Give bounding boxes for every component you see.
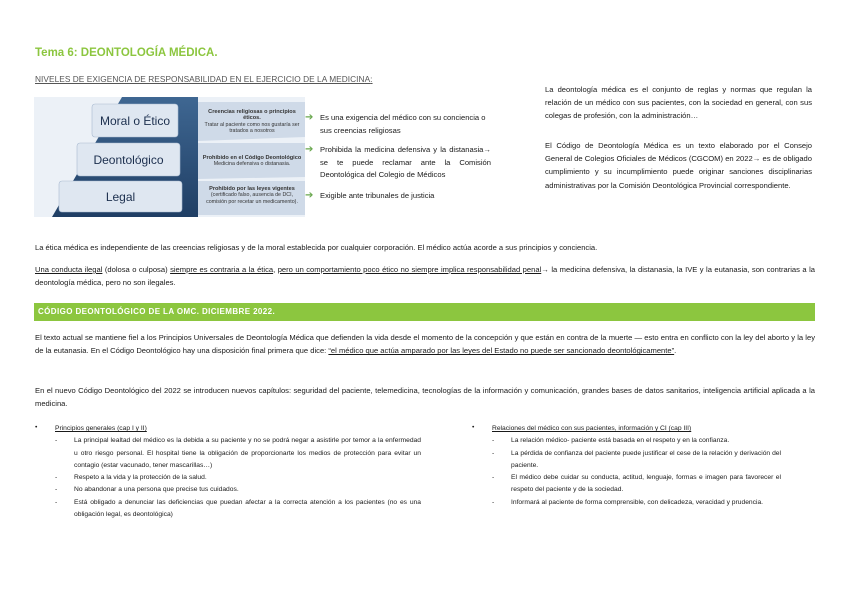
list-item — [492, 497, 781, 509]
dash-icon: - — [492, 437, 495, 445]
principios-items — [55, 435, 421, 521]
subtitle-colon: : — [370, 74, 373, 84]
tier-desc-body: Medicina defensiva o distanasia. — [213, 161, 291, 168]
list-item — [492, 435, 781, 447]
list-item — [55, 472, 421, 484]
dash-icon: - — [492, 474, 495, 482]
list-item-text: Está obligado a denunciar las deficiencias que puedan afectar a la correcta atención a los pacientes (no es una obligación legal, es deontológica) — [74, 498, 421, 519]
codigo-omc-paragraph — [35, 331, 815, 357]
tier-label-deontologico: Deontológico — [93, 153, 164, 167]
dash-icon: - — [55, 498, 58, 506]
conducta-ilegal-paragraph — [35, 263, 815, 289]
arrow-item-text: Exigible ante tribunales de justicia — [320, 191, 435, 200]
list-heading: Relaciones del médico con sus pacientes, información y CI (cap III) — [492, 425, 692, 432]
arrow-item-text: Prohibida la medicina defensiva y la distanasia→ se te puede reclamar ante la Comisión Deontológica del Colegio de Médicos — [320, 145, 491, 180]
arrow-item-legal — [305, 190, 491, 203]
list-item-text: Informará al paciente de forma comprensible, con delicadeza, veracidad y prudencia. — [511, 498, 764, 506]
underlined-text: pero un comportamiento poco ético no siempre implica responsabilidad penal — [277, 265, 542, 274]
list-item-text: La pérdida de confianza del paciente puede justificar el cese de la relación y derivación del paciente. — [511, 449, 781, 469]
section-subtitle — [35, 74, 373, 84]
text: . — [674, 346, 677, 356]
list-item — [55, 484, 421, 496]
subtitle-text: NIVELES DE EXIGENCIA DE RESPONSABILIDAD EN EL EJERCICIO DE LA MEDICINA — [35, 74, 371, 84]
codigo-paragraph: El Código de Deontología Médica es un texto elaborado por el Consejo General de Colegios Oficiales de Médicos (CGCOM) en 2022→ es de obligado cumplimiento y su incumplimiento puede originar sanciones disciplinarias administrativas por la Comisión Deontológica Provincial correspondiente. — [545, 141, 812, 190]
list-item — [55, 435, 421, 472]
dash-icon: - — [492, 449, 495, 457]
nuevo-codigo-paragraph: En el nuevo Código Deontológico del 2022 se introducen nuevos capítulos: seguridad del paciente, telemedicina, tecnologías de la información y comunicación, grandes bases de datos sanitarios, inteligencia artificial aplicada a la medicina. — [35, 386, 815, 409]
tier-desc-legal — [202, 186, 302, 205]
list-item-text: El médico debe cuidar su conducta, actitud, lenguaje, formas e imagen para favorecer el respeto del paciente y de la sociedad. — [511, 474, 781, 494]
dash-icon: - — [55, 474, 58, 482]
text: → la medicina defensiva, la distanasia, la IVE y la eutanasia, son contrarias a la deontología médica, pero no son ilegales. — [35, 265, 816, 288]
text: El texto actual se mantiene fiel a los Principios Universales de Deontología Médica que defienden la vida desde el momento de la concepción y que están en contra de la muerte — esto entra en conflicto con la ley del aborto y la ley de la eutanasia. En el Código Deontológico hay una disposición final primera que dice: — [35, 333, 815, 356]
list-item-text: No abandonar a una persona que precise tus cuidados. — [74, 486, 239, 494]
definition-paragraph: La deontología médica es el conjunto de reglas y normas que regulan la relación de un médico con sus pacientes, con la sociedad en general, con sus colegas de profesión, con la administración… — [545, 85, 812, 121]
list-item — [492, 448, 781, 473]
list-item-text: La principal lealtad del médico es la debida a su paciente y no se podrá negar a asistirle por temor a la enfermedad u otro riesgo personal. El hospital tiene la obligación de proporcionarte los medios de protección para evitar un contagio (estar vacunado, tener mascarillas…) — [74, 437, 421, 469]
dash-icon: - — [55, 437, 58, 445]
section-header-bar — [34, 303, 815, 321]
tier-desc-title: Creencias religiosas o principios éticos. — [208, 109, 296, 122]
bullet-icon: • — [35, 424, 38, 431]
dash-icon: - — [55, 486, 58, 494]
list-heading: Principios generales (cap I y II) — [55, 425, 147, 432]
tier-desc-title: Prohibido en el Código Deontológico — [202, 155, 302, 161]
tier-desc-deontologico — [202, 155, 302, 168]
arrow-item-text: Es una exigencia del médico con su conciencia o sus creencias religiosas — [320, 113, 486, 135]
tier-label-legal: Legal — [105, 190, 136, 204]
tier-desc-title: Prohibido por las leyes vigentes — [209, 186, 295, 192]
text: (dolosa o culposa) — [102, 265, 171, 274]
page-title: Tema 6: DEONTOLOGÍA MÉDICA. — [35, 47, 218, 59]
tier-label-moral: Moral o Ético — [99, 114, 171, 128]
etica-paragraph: La ética médica es independiente de las creencias religiosas y de la moral establecida por cualquier corporación. El médico actúa acorde a sus principios y conciencia. — [35, 243, 598, 252]
arrow-item-deontologico — [305, 144, 491, 182]
tier-desc-body: Tratar al paciente como nos gustaría ser tratados a nosotros — [204, 121, 300, 135]
relaciones-items — [492, 435, 781, 509]
underlined-text: siempre es contraria a la ética — [170, 265, 274, 274]
relaciones-list — [472, 423, 781, 509]
list-item-text: Respeto a la vida y la protección de la salud. — [74, 474, 207, 482]
list-item — [55, 497, 421, 522]
arrow-item-moral — [305, 112, 491, 137]
text: , — [273, 265, 278, 274]
section-title: CÓDIGO DEONTOLÓGICO DE LA OMC. DICIEMBRE 2022. — [38, 307, 276, 316]
pyramid-figure — [34, 97, 305, 217]
arrow-right-icon: ➔ — [305, 112, 314, 123]
arrow-right-icon: ➔ — [305, 190, 314, 201]
bullet-icon: • — [472, 424, 475, 431]
underlined-text: Una conducta ilegal — [35, 265, 103, 274]
tier-desc-moral — [202, 109, 302, 135]
arrow-right-icon: ➔ — [305, 144, 314, 155]
list-item-text: La relación médico- paciente está basada en el respeto y en la confianza. — [511, 437, 730, 445]
underlined-quote: “el médico que actúa amparado por las leyes del Estado no puede ser sancionado deontológicamente” — [328, 346, 675, 356]
dash-icon: - — [492, 498, 495, 506]
principios-list — [35, 423, 421, 521]
tier-desc-body: (certificado falso, ausencia de DCI, comisión por recetar un medicamento). — [206, 192, 298, 205]
list-item — [492, 472, 781, 497]
